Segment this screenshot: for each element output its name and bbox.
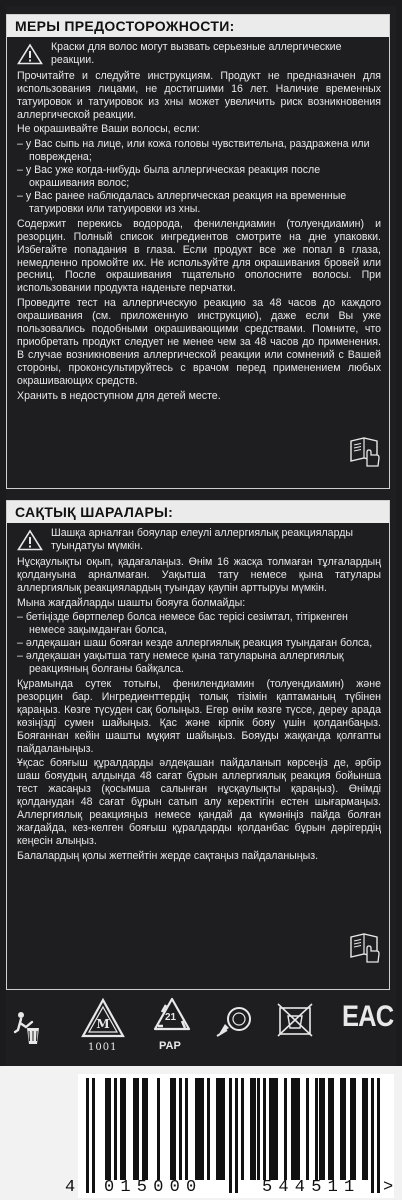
ru-paragraph-ingredients: Содержит перекись водорода, фенилендиамин (толуендиамин) и резорцин. Полный список ингредиентов смотрите на дне упаковки. Избегайте попадания в глаза. Если продукт все же попал в глаза, немедленно промойте их. Не используйте для окрашивания бровей или ресниц. После окрашивания тщательно ополосните волосы. При использовании продукта наденьте перчатки.	[17, 217, 381, 295]
ru-paragraph-allergy-test: Проведите тест на аллергическую реакцию за 48 часов до каждого окрашивания (см. приложенную инструкцию), даже если Вы уже пользовались подобными окрашивающими средствами. Помните, что приобретать продукт следует не менее чем за 48 часов до применения. В случае возникновения аллергической реакции или сомнений с Вашей стороны, проконсультируйтесь с врачом перед применением любых окрашивающих средств.	[17, 297, 381, 387]
list-item: – әлдеқашан уақытша тату немесе қына татуларына аллергиялық реакцияның болғаны байқалса.	[17, 650, 381, 676]
barcode-quiet-zone-mark: >	[383, 1178, 394, 1197]
kz-paragraph-do-not-dye: Мына жағдайларды шашты бояуға болмайды:	[17, 596, 246, 609]
read-instructions-icon	[347, 433, 381, 467]
barcode-bar	[263, 1078, 266, 1180]
list-item: – у Вас ранее наблюдалась аллергическая реакция на временные татуировки или татуировки из хны.	[17, 190, 381, 216]
list-item: – у Вас сыпь на лице, или кожа головы чувствительна, раздражена или повреждена;	[17, 138, 381, 164]
barcode-bar	[365, 1078, 368, 1180]
barcode-bar	[173, 1078, 176, 1180]
kz-precautions-title: САҚТЫҚ ШАРАЛАРЫ:	[7, 501, 389, 523]
barcode-first-digit: 4	[65, 1178, 76, 1197]
ru-contraindication-list	[17, 138, 381, 215]
barcode-bar	[123, 1078, 126, 1180]
warning-triangle-icon	[17, 529, 43, 551]
barcode-bar	[241, 1078, 244, 1180]
kz-warning	[17, 527, 381, 553]
barcode-bar	[136, 1078, 139, 1180]
recycle-label: PAP	[159, 1040, 181, 1052]
barcode-bar	[353, 1078, 356, 1180]
barcode-bar	[275, 1078, 278, 1180]
barcode-bar	[207, 1078, 210, 1180]
kz-contraindication-list	[17, 611, 381, 676]
ru-paragraph-do-not-dye: Не окрашивайте Ваши волосы, если:	[17, 123, 200, 136]
kz-paragraph-ingredients: Құрамында сутек тотығы, фенилендиамин (толуендиамин) және резорцин бар. Ингредиенттердің толық тізімін қаптаманың түбінен қараңыз. Көзге түсуден сақ болыңыз. Егер өнім көзге түссе, дереу арада көзіңізді сумен шайыңыз. Қас және кірпік бояу үшін қолданбаңыз. Бояғаннан кейін шашты мұқият шайыңыз. Бояуды жаққанда қолғапты пайдаланыңыз.	[17, 677, 381, 755]
barcode-bar	[235, 1078, 238, 1193]
packaging-symbols-row	[6, 992, 396, 1058]
ru-precautions-body	[7, 37, 389, 402]
no-food-contact-icon	[276, 1002, 314, 1038]
barcode-area	[0, 1066, 402, 1200]
barcode-bar	[306, 1078, 309, 1180]
list-item: – у Вас уже когда-нибудь была аллергическая реакция после окрашивания волос;	[17, 164, 381, 190]
tidyman-bin-icon	[12, 1010, 42, 1046]
ru-warning	[17, 41, 381, 67]
list-item: – бетіңізде бөртпелер болса немесе бас терісі сезімтал, тітіркенген немесе зақымданған болса,	[17, 611, 381, 637]
ru-precautions-title: МЕРЫ ПРЕДОСТОРОЖНОСТИ:	[7, 15, 389, 37]
barcode-bar	[86, 1078, 89, 1193]
barcode-bar	[343, 1078, 346, 1180]
barcode-bar	[371, 1078, 374, 1193]
barcode-bar	[257, 1078, 260, 1180]
barcode-bar	[179, 1078, 182, 1180]
barcode-left-group: 015000	[104, 1178, 203, 1197]
barcode-bar	[377, 1078, 380, 1193]
kz-paragraph-allergy-test: Ұқсас бояғыш құралдарды әлдеқашан пайдаланып көрсеңіз де, әрбір шаш бояудың алдында 48 сағат бұрын аллергиялық реакция бойынша тест жасаңыз (қосымша салынған нұсқаулықты қараңыз). Өнімді қолданудан 48 сағат бұрын сатып алу керектігін естен шығармаңыз. Аллергиялық реакцияңыз немесе қандай да күмәніңіз пайда болған жағдайда, кез-келген бояғыш құралдарды қолданбас бұрын дәрігердің кеңесін алыңыз.	[17, 757, 381, 847]
barcode-bar	[114, 1078, 117, 1180]
recycle-code: 21	[165, 1012, 177, 1023]
list-item: – әлдеқашан шаш бояған кезде аллергиялық реакция туындаған болса,	[17, 637, 381, 650]
barcode-bar	[185, 1078, 188, 1180]
kz-paragraph-storage: Балалардың қолы жетпейтін жерде сақтаңыз пайдаланыңыз.	[17, 849, 319, 862]
barcode-bar	[108, 1078, 111, 1180]
kz-paragraph-instructions: Нұсқаулықты оқып, қадағалаңыз. Өнім 16 жасқа толмаған тұлғалардың қолдануына арналмаған. Уақытша тату немесе қына татулары аллергиялық реакциялардың туындау қаупін арттыруы мүмкін.	[17, 555, 381, 594]
kz-precautions-section	[6, 500, 390, 990]
barcode-bar	[322, 1078, 325, 1180]
warning-triangle-icon	[17, 43, 43, 65]
barcode-bar	[222, 1078, 225, 1180]
ru-paragraph-instructions: Прочитайте и следуйте инструкциям. Продукт не предназначен для использования лицами, не достигшими 16 лет. Наличие временных татуировок и татуировок из хны может увеличить риск возникновения аллергической реакции.	[17, 69, 381, 121]
read-instructions-icon	[347, 929, 381, 963]
barcode-bar	[284, 1078, 287, 1180]
ru-precautions-section	[6, 14, 390, 489]
eac-mark: EAC	[342, 1000, 394, 1033]
ru-paragraph-storage: Хранить в недоступном для детей месте.	[17, 389, 221, 402]
cosmetic-mirror-icon	[214, 1004, 254, 1038]
barcode-bar	[92, 1078, 95, 1193]
conformity-mark-icon	[80, 998, 126, 1038]
barcode-bar	[331, 1078, 334, 1180]
conformity-mark-code: 1001	[88, 1042, 118, 1053]
barcode-bar	[157, 1078, 160, 1180]
barcode-bar	[297, 1078, 300, 1180]
svg-text:M: M	[96, 1017, 110, 1031]
ru-warning-text: Краски для волос могут вызвать серьезные аллергические реакции.	[51, 41, 342, 66]
barcode-right-group: 544511	[262, 1178, 361, 1197]
barcode-bar	[201, 1078, 204, 1180]
kz-warning-text: Шашқа арналған бояулар елеулі аллергиялық реакцияларды туындатуы мүмкін.	[51, 527, 354, 552]
kz-precautions-body	[7, 523, 389, 863]
barcode-bar	[145, 1078, 148, 1180]
barcode-bar	[229, 1078, 232, 1193]
